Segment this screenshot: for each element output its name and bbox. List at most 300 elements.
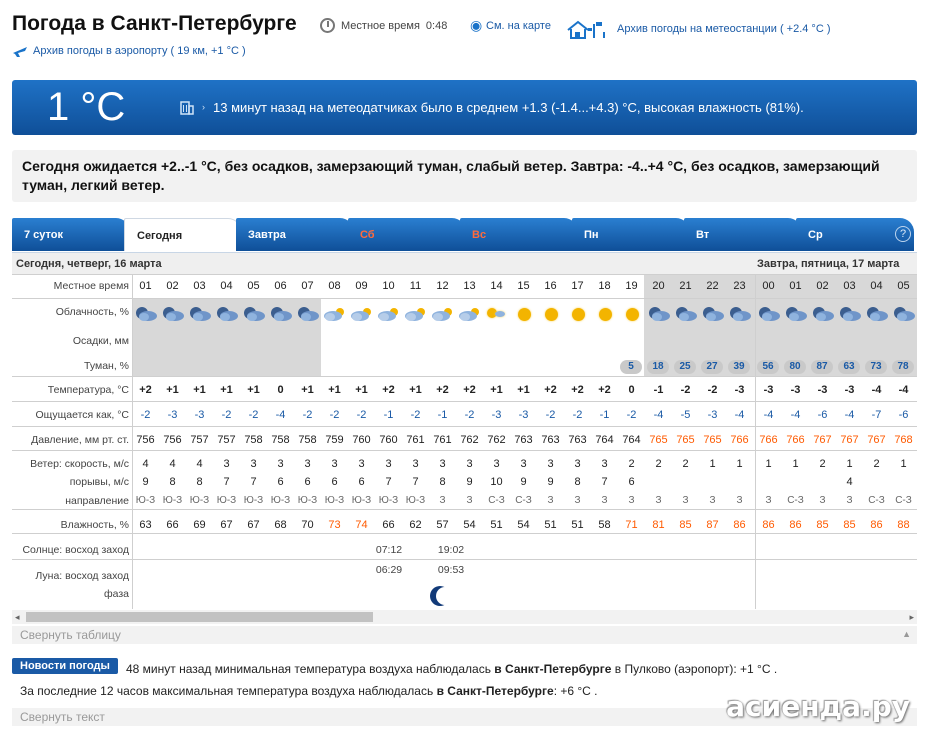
- gusts-cell: 7: [601, 476, 608, 488]
- direction-cell: З: [655, 495, 662, 506]
- pressure-cell: 763: [541, 434, 560, 446]
- airport-archive-link[interactable]: [12, 44, 246, 58]
- moon-phase-icon: [430, 585, 446, 607]
- tab-6[interactable]: Вт: [684, 218, 802, 251]
- wind-cell: 1: [900, 458, 907, 470]
- direction-cell: Ю-З: [189, 495, 210, 506]
- gusts-cell: 7: [250, 476, 257, 488]
- wind-cell: 2: [628, 458, 635, 470]
- humidity-cell: 67: [220, 519, 233, 531]
- cloudy-night-icon: [865, 305, 889, 323]
- feels-cell: -2: [302, 409, 313, 421]
- horizontal-scrollbar[interactable]: [12, 610, 917, 624]
- fog-badge: 63: [838, 360, 860, 374]
- fog-badge: 87: [811, 360, 833, 374]
- fog-badge: 5: [620, 360, 642, 374]
- cloudy-night-icon: [296, 305, 320, 323]
- direction-cell: С-З: [787, 495, 804, 506]
- temp-cell: 0: [628, 384, 635, 396]
- hours-cell: 22: [706, 280, 719, 292]
- temp-cell: 0: [277, 384, 284, 396]
- feels-cell: -4: [763, 409, 774, 421]
- humidity-cell: 85: [843, 519, 856, 531]
- temp-cell: -3: [734, 384, 745, 396]
- pressure-cell: 765: [649, 434, 668, 446]
- current-temperature: 1 °C: [47, 85, 126, 129]
- feels-cell: -3: [194, 409, 205, 421]
- hours-cell: 10: [382, 280, 395, 292]
- partly-cloudy-icon: [377, 305, 401, 323]
- humidity-cell: 87: [706, 519, 719, 531]
- humidity-cell: 67: [247, 519, 260, 531]
- wind-cell: 3: [412, 458, 419, 470]
- hours-cell: 11: [409, 280, 422, 292]
- humidity-cell: 54: [463, 519, 476, 531]
- humidity-cell: 54: [517, 519, 530, 531]
- collapse-up-icon[interactable]: ▲: [902, 629, 911, 639]
- partly-cloudy-icon: [431, 305, 455, 323]
- humidity-cell: 57: [436, 519, 449, 531]
- direction-cell: Ю-З: [135, 495, 156, 506]
- humidity-cell: 85: [816, 519, 829, 531]
- humidity-cell: 85: [679, 519, 692, 531]
- day-tabs: [12, 218, 917, 251]
- wind-cell: 2: [682, 458, 689, 470]
- pressure-cell: 764: [622, 434, 641, 446]
- wind-cell: 4: [196, 458, 203, 470]
- temp-cell: +1: [220, 384, 233, 396]
- gusts-cell: 4: [846, 476, 853, 488]
- temp-cell: +1: [166, 384, 179, 396]
- cloudy-night-icon: [161, 305, 185, 323]
- feels-cell: -6: [817, 409, 828, 421]
- hours-cell: 21: [679, 280, 692, 292]
- pressure-cell: 760: [352, 434, 371, 446]
- direction-cell: З: [682, 495, 689, 506]
- hours-cell: 03: [843, 280, 856, 292]
- current-conditions-bar: [12, 80, 917, 135]
- partly-cloudy-icon: [350, 305, 374, 323]
- hours-cell: 09: [355, 280, 368, 292]
- direction-cell: Ю-З: [216, 495, 237, 506]
- temp-cell: +2: [463, 384, 476, 396]
- current-conditions: [180, 99, 804, 115]
- feels-cell: -2: [356, 409, 367, 421]
- pressure-cell: 764: [595, 434, 614, 446]
- row-label-fog: Туман, %: [84, 360, 129, 372]
- hourly-table: [12, 274, 917, 609]
- wind-cell: 1: [792, 458, 799, 470]
- tab-7[interactable]: Ср: [796, 218, 914, 251]
- station-archive-link[interactable]: [566, 18, 831, 40]
- direction-cell: Ю-З: [162, 495, 183, 506]
- feels-cell: -4: [734, 409, 745, 421]
- date-bar: [12, 252, 917, 274]
- pressure-cell: 761: [406, 434, 425, 446]
- hours-cell: 05: [247, 280, 260, 292]
- feels-cell: -3: [707, 409, 718, 421]
- gusts-cell: 6: [358, 476, 365, 488]
- building-icon: [180, 99, 194, 115]
- hours-cell: 12: [436, 280, 449, 292]
- temp-cell: +2: [436, 384, 449, 396]
- airplane-icon: [12, 44, 28, 58]
- hours-cell: 00: [762, 280, 775, 292]
- gusts-cell: 9: [466, 476, 473, 488]
- pressure-cell: 758: [244, 434, 263, 446]
- hours-cell: 04: [870, 280, 883, 292]
- cloudy-night-icon: [215, 305, 239, 323]
- temp-cell: +1: [247, 384, 260, 396]
- gusts-cell: 8: [574, 476, 581, 488]
- hours-cell: 15: [517, 280, 530, 292]
- humidity-cell: 51: [571, 519, 584, 531]
- pressure-cell: 765: [676, 434, 695, 446]
- temp-cell: -4: [898, 384, 909, 396]
- wind-cell: 2: [873, 458, 880, 470]
- cloudy-night-icon: [647, 305, 671, 323]
- pressure-cell: 757: [190, 434, 209, 446]
- direction-cell: З: [547, 495, 554, 506]
- local-time: [320, 18, 447, 33]
- humidity-cell: 51: [490, 519, 503, 531]
- direction-cell: Ю-З: [297, 495, 318, 506]
- scroll-right-icon[interactable]: ▸: [909, 612, 914, 622]
- wind-cell: 3: [358, 458, 365, 470]
- scrollbar-thumb[interactable]: [26, 612, 373, 622]
- temp-cell: +2: [139, 384, 152, 396]
- date-tomorrow: Завтра, пятница, 17 марта: [757, 258, 900, 270]
- temp-cell: +1: [328, 384, 341, 396]
- direction-cell: С-З: [895, 495, 912, 506]
- direction-cell: З: [709, 495, 716, 506]
- row-divider: [12, 509, 917, 510]
- feels-cell: -3: [167, 409, 178, 421]
- news-line-1-start: 48 минут назад минимальная температура воздуха наблюдалась: [126, 662, 495, 676]
- direction-cell: Ю-З: [243, 495, 264, 506]
- gusts-cell: 6: [628, 476, 635, 488]
- temp-cell: +1: [517, 384, 530, 396]
- feels-cell: -3: [518, 409, 529, 421]
- wind-cell: 1: [709, 458, 716, 470]
- sun-icon: [518, 308, 531, 321]
- humidity-cell: 86: [733, 519, 746, 531]
- hours-cell: 05: [897, 280, 910, 292]
- direction-cell: С-З: [868, 495, 885, 506]
- cloudy-night-icon: [838, 305, 862, 323]
- pressure-cell: 756: [163, 434, 182, 446]
- pressure-cell: 760: [379, 434, 398, 446]
- temp-cell: +1: [409, 384, 422, 396]
- hours-cell: 20: [652, 280, 665, 292]
- direction-cell: З: [574, 495, 581, 506]
- humidity-cell: 71: [625, 519, 638, 531]
- fog-badge: 39: [728, 360, 750, 374]
- feels-cell: -4: [275, 409, 286, 421]
- temp-cell: -3: [844, 384, 855, 396]
- cloud-icon: [495, 311, 505, 317]
- temp-cell: +2: [382, 384, 395, 396]
- date-today: Сегодня, четверг, 16 марта: [16, 258, 162, 270]
- humidity-cell: 70: [301, 519, 314, 531]
- tab-0[interactable]: 7 суток: [12, 218, 130, 251]
- pressure-cell: 762: [460, 434, 479, 446]
- wind-cell: 4: [142, 458, 149, 470]
- wind-cell: 3: [385, 458, 392, 470]
- pressure-cell: 759: [325, 434, 344, 446]
- hours-cell: 19: [625, 280, 638, 292]
- fog-badge: 80: [784, 360, 806, 374]
- direction-cell: С-З: [515, 495, 532, 506]
- feels-cell: -5: [680, 409, 691, 421]
- direction-cell: З: [628, 495, 635, 506]
- row-label-pressure: Давление, мм рт. ст.: [31, 434, 129, 446]
- row-divider: [12, 376, 917, 377]
- gusts-cell: 9: [547, 476, 554, 488]
- map-link-text[interactable]: См. на карте: [486, 19, 551, 32]
- wind-cell: 3: [601, 458, 608, 470]
- direction-cell: З: [466, 495, 473, 506]
- row-divider: [12, 450, 917, 451]
- humidity-cell: 73: [328, 519, 341, 531]
- weather-station-icon: [566, 18, 612, 40]
- humidity-cell: 62: [409, 519, 422, 531]
- pressure-cell: 761: [433, 434, 452, 446]
- humidity-cell: 81: [652, 519, 665, 531]
- temp-cell: +1: [193, 384, 206, 396]
- hours-cell: 01: [789, 280, 802, 292]
- hours-cell: 14: [490, 280, 503, 292]
- direction-cell: Ю-З: [270, 495, 291, 506]
- collapse-table-label[interactable]: Свернуть таблицу: [20, 628, 121, 642]
- gusts-cell: 9: [142, 476, 149, 488]
- gusts-cell: 8: [439, 476, 446, 488]
- gusts-cell: 8: [169, 476, 176, 488]
- humidity-cell: 69: [193, 519, 206, 531]
- pressure-cell: 757: [217, 434, 236, 446]
- feels-cell: -2: [464, 409, 475, 421]
- feels-cell: -2: [140, 409, 151, 421]
- airport-archive-text[interactable]: Архив погоды в аэропорту ( 19 км, +1 °C ): [33, 45, 246, 57]
- hours-cell: 01: [139, 280, 152, 292]
- chevron-right-icon: ›: [202, 102, 205, 112]
- cloudy-night-icon: [811, 305, 835, 323]
- feels-cell: -2: [221, 409, 232, 421]
- pressure-cell: 765: [703, 434, 722, 446]
- moonset-time: 09:53: [437, 564, 465, 576]
- news-line-1-city: в Санкт-Петербурге: [494, 662, 612, 676]
- row-divider: [12, 533, 917, 534]
- wind-cell: 3: [304, 458, 311, 470]
- feels-cell: -2: [248, 409, 259, 421]
- pressure-cell: 763: [568, 434, 587, 446]
- fog-badge: 73: [865, 360, 887, 374]
- clock-icon: [320, 18, 335, 33]
- feels-cell: -1: [599, 409, 610, 421]
- gusts-cell: 7: [412, 476, 419, 488]
- gusts-cell: 7: [385, 476, 392, 488]
- wind-cell: 3: [223, 458, 230, 470]
- collapse-text-label[interactable]: Свернуть текст: [20, 710, 105, 724]
- row-divider: [12, 298, 917, 299]
- wind-cell: 3: [547, 458, 554, 470]
- humidity-cell: 86: [870, 519, 883, 531]
- pressure-cell: 766: [786, 434, 805, 446]
- sunset-time: 19:02: [437, 544, 465, 556]
- hours-cell: 07: [301, 280, 314, 292]
- gusts-cell: 10: [490, 476, 503, 488]
- row-label-direction: направление: [65, 495, 129, 507]
- moonrise-time: 06:29: [375, 564, 403, 576]
- news-line-2-city: в Санкт-Петербурге: [436, 684, 554, 698]
- cloudy-night-icon: [242, 305, 266, 323]
- wind-cell: 4: [169, 458, 176, 470]
- news-line-2-end: : +6 °С .: [553, 684, 598, 698]
- news-line-2-start: За последние 12 часов максимальная температура воздуха наблюдалась: [20, 684, 437, 698]
- row-label-gusts: порывы, м/с: [69, 476, 129, 488]
- hours-cell: 02: [166, 280, 179, 292]
- sun-icon: [626, 308, 639, 321]
- humidity-cell: 74: [355, 519, 368, 531]
- row-label-sun: Солнце: восход заход: [22, 544, 129, 556]
- direction-cell: Ю-З: [324, 495, 345, 506]
- direction-cell: Ю-З: [351, 495, 372, 506]
- gusts-cell: 8: [196, 476, 203, 488]
- wind-cell: 3: [493, 458, 500, 470]
- news-line-2: [20, 684, 598, 698]
- sun-icon: [599, 308, 612, 321]
- wind-cell: 1: [765, 458, 772, 470]
- cloudy-night-icon: [269, 305, 293, 323]
- collapse-table-button[interactable]: [12, 626, 917, 644]
- wind-cell: 3: [574, 458, 581, 470]
- temp-cell: -2: [680, 384, 691, 396]
- pressure-cell: 758: [271, 434, 290, 446]
- cloudy-night-icon: [728, 305, 752, 323]
- humidity-cell: 58: [598, 519, 611, 531]
- feels-cell: -4: [790, 409, 801, 421]
- cloudy-night-icon: [701, 305, 725, 323]
- row-label-humidity: Влажность, %: [60, 519, 129, 531]
- row-label-phase: фаза: [103, 588, 129, 600]
- fog-badge: 25: [674, 360, 696, 374]
- wind-cell: 1: [846, 458, 853, 470]
- pressure-cell: 767: [813, 434, 832, 446]
- hours-cell: 23: [733, 280, 746, 292]
- tab-1[interactable]: Сегодня: [124, 218, 242, 251]
- pressure-cell: 766: [730, 434, 749, 446]
- pressure-cell: 766: [759, 434, 778, 446]
- local-time-label: Местное время: [341, 19, 420, 32]
- news-line-1: [126, 662, 777, 676]
- pressure-cell: 758: [298, 434, 317, 446]
- sun-icon: [545, 308, 558, 321]
- tab-2[interactable]: Завтра: [236, 218, 354, 251]
- partly-cloudy-icon: [323, 305, 347, 323]
- temp-cell: +2: [598, 384, 611, 396]
- tab-3[interactable]: Сб: [348, 218, 466, 251]
- watermark-logo: асиенда.ру: [726, 690, 910, 723]
- row-divider: [12, 559, 917, 560]
- humidity-cell: 66: [166, 519, 179, 531]
- tab-5[interactable]: Пн: [572, 218, 690, 251]
- row-label-time: Местное время: [53, 280, 129, 292]
- humidity-cell: 88: [897, 519, 910, 531]
- help-icon[interactable]: ?: [895, 226, 911, 242]
- gusts-cell: 7: [223, 476, 230, 488]
- local-time-value: 0:48: [425, 19, 448, 32]
- temp-cell: -1: [653, 384, 664, 396]
- pressure-cell: 763: [514, 434, 533, 446]
- sun-icon: [572, 308, 585, 321]
- gusts-cell: 9: [520, 476, 527, 488]
- feels-cell: -7: [871, 409, 882, 421]
- row-divider: [12, 401, 917, 402]
- pressure-cell: 762: [487, 434, 506, 446]
- wind-cell: 3: [277, 458, 284, 470]
- temp-cell: -2: [707, 384, 718, 396]
- wind-cell: 2: [819, 458, 826, 470]
- tab-4[interactable]: Вс: [460, 218, 578, 251]
- temp-cell: -4: [871, 384, 882, 396]
- wind-cell: 3: [250, 458, 257, 470]
- direction-cell: Ю-З: [378, 495, 399, 506]
- feels-cell: -2: [329, 409, 340, 421]
- feels-cell: -4: [653, 409, 664, 421]
- temp-cell: +1: [301, 384, 314, 396]
- temp-cell: +1: [490, 384, 503, 396]
- cloudy-night-icon: [892, 305, 916, 323]
- humidity-cell: 68: [274, 519, 287, 531]
- temp-cell: -3: [817, 384, 828, 396]
- map-link[interactable]: [470, 18, 551, 33]
- direction-cell: З: [439, 495, 446, 506]
- direction-cell: З: [846, 495, 853, 506]
- station-archive-text[interactable]: Архив погоды на метеостанции ( +2.4 °C ): [617, 23, 831, 35]
- hours-cell: 06: [274, 280, 287, 292]
- wind-cell: 3: [520, 458, 527, 470]
- wind-cell: 2: [655, 458, 662, 470]
- row-label-cloud: Облачность, %: [55, 306, 129, 318]
- current-conditions-text: 13 минут назад на метеодатчиках было в среднем +1.3 (-1.4...+4.3) °C, высокая влажность (81%).: [213, 99, 804, 115]
- humidity-cell: 86: [789, 519, 802, 531]
- gusts-cell: 6: [304, 476, 311, 488]
- hours-cell: 02: [816, 280, 829, 292]
- row-label-feels: Ощущается как, °C: [35, 409, 129, 421]
- scroll-left-icon[interactable]: ◂: [15, 612, 20, 622]
- fog-badge: 56: [757, 360, 779, 374]
- news-line-1-end: в Пулково (аэропорт): +1 °С .: [611, 662, 778, 676]
- temp-cell: +1: [355, 384, 368, 396]
- temp-cell: +2: [544, 384, 557, 396]
- feels-cell: -2: [410, 409, 421, 421]
- feels-cell: -2: [626, 409, 637, 421]
- fog-badge: 18: [647, 360, 669, 374]
- humidity-cell: 86: [762, 519, 775, 531]
- cloudy-night-icon: [784, 305, 808, 323]
- hours-cell: 04: [220, 280, 233, 292]
- cloudy-night-icon: [674, 305, 698, 323]
- hours-cell: 18: [598, 280, 611, 292]
- header: [0, 0, 926, 76]
- direction-cell: З: [765, 495, 772, 506]
- hours-cell: 16: [544, 280, 557, 292]
- direction-cell: С-З: [488, 495, 505, 506]
- cloudy-night-icon: [757, 305, 781, 323]
- gusts-cell: 6: [331, 476, 338, 488]
- forecast-summary: Сегодня ожидается +2..-1 °C, без осадков, замерзающий туман, слабый ветер. Завтра: -4..+4 °C, без осадков, замерзающий туман, легкий ветер.: [12, 150, 917, 202]
- humidity-cell: 63: [139, 519, 152, 531]
